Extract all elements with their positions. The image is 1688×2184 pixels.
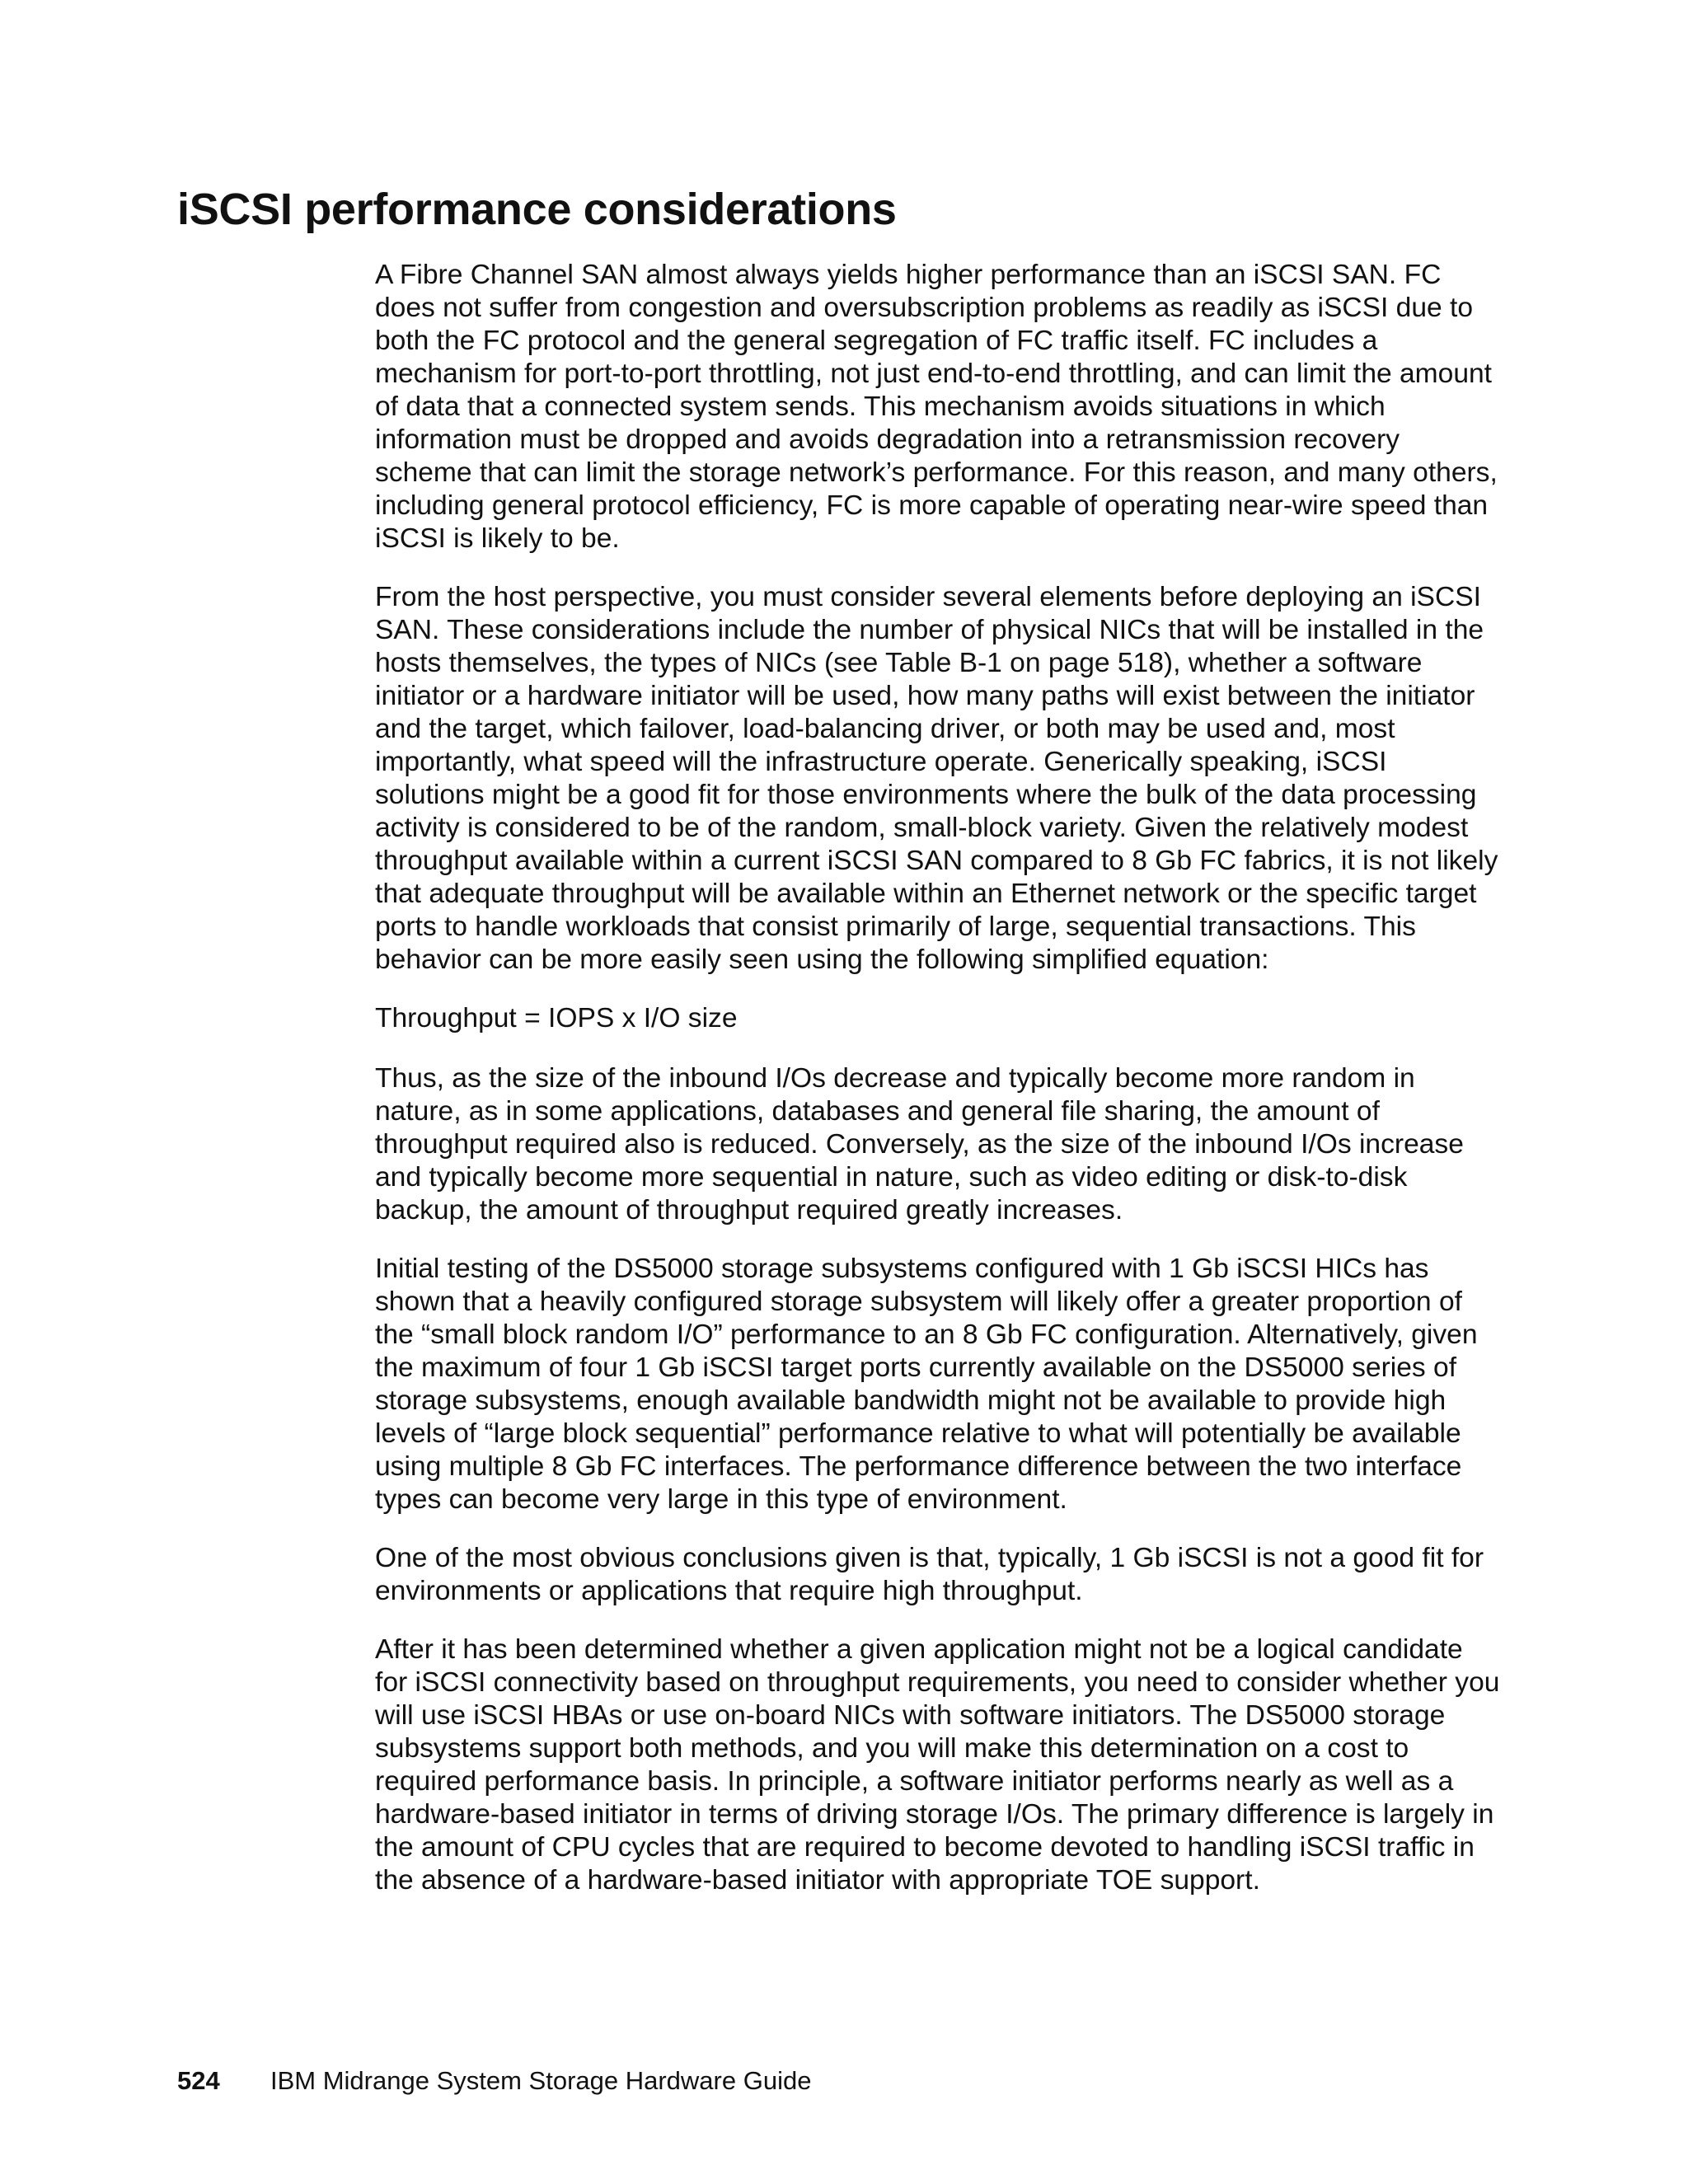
paragraph-fc-vs-iscsi: A Fibre Channel SAN almost always yields higher performance than an iSCSI SAN. FC does not suffer from congestion and oversubscription problems as readily as iSCSI due to both the FC protocol and the general segregation of FC traffic itself. FC includes a mechanism for port-to-port throttling, not just end-to-end throttling, and can limit the amount of data that a connected system sends. This mechanism avoids situations in which information must be dropped and avoids degradation into a retransmission recovery scheme that can limit the storage network’s performance. For this reason, and many others, including general protocol efficiency, FC is more capable of operating near-wire speed than iSCSI is likely to be. xyxy=(375,260,1498,554)
paragraph-hba-vs-nic: After it has been determined whether a given application might not be a logical candidate for iSCSI connectivity based on throughput requirements, you need to consider whether you will use iSCSI HBAs or use on-board NICs with software initiators. The DS5000 storage subsystems support both methods, and you will make this determination on a cost to required performance basis. In principle, a software initiator performs nearly as well as a hardware-based initiator in terms of driving storage I/Os. The primary difference is largely in the amount of CPU cycles that are required to become devoted to handling iSCSI traffic in the absence of a hardware-based initiator with appropriate TOE support. xyxy=(375,1634,1500,1896)
body-text xyxy=(375,259,1500,1923)
paragraph-host-perspective: From the host perspective, you must consider several elements before deploying an iSCSI SAN. These considerations include the number of physical NICs that will be installed in the hosts themselves, the types of NICs (see Table B-1 on page 518), whether a software initiator or a hardware initiator will be used, how many paths will exist between the initiator and the target, which failover, load-balancing driver, or both may be used and, most importantly, what speed will the infrastructure operate. Generically speaking, iSCSI solutions might be a good fit for those environments where the bulk of the data processing activity is considered to be of the random, small-block variety. Given the relatively modest throughput available within a current iSCSI SAN compared to 8 Gb FC fabrics, it is not likely that adequate throughput will be available within an Ethernet network or the specific target ports to handle workloads that consist primarily of large, sequential transactions. This behavior can be more easily seen using the following simplified equation: xyxy=(375,582,1498,975)
paragraph-initial-testing: Initial testing of the DS5000 storage subsystems configured with 1 Gb iSCSI HICs has shown that a heavily configured storage subsystem will likely offer a greater proportion of the “small block random I/O” performance to an 8 Gb FC configuration. Alternatively, given the maximum of four 1 Gb iSCSI target ports currently available on the DS5000 series of storage subsystems, enough available bandwidth might not be available to provide high levels of “large block sequential” performance relative to what will potentially be available using multiple 8 Gb FC interfaces. The performance difference between the two interface types can become very large in this type of environment. xyxy=(375,1254,1478,1515)
book-title: IBM Midrange System Storage Hardware Guide xyxy=(270,2066,812,2095)
section-heading: iSCSI performance considerations xyxy=(177,185,897,234)
throughput-equation: Throughput = IOPS x I/O size xyxy=(375,1003,738,1033)
paragraph-conclusion: One of the most obvious conclusions given is that, typically, 1 Gb iSCSI is not a good fit for environments or applications that require high throughput. xyxy=(375,1543,1484,1606)
page-number: 524 xyxy=(177,2066,220,2095)
paragraph-io-size: Thus, as the size of the inbound I/Os decrease and typically become more random in nature, as in some applications, databases and general file sharing, the amount of throughput required also is reduced. Conversely, as the size of the inbound I/Os increase and typically become more sequential in nature, such as video editing or disk-to-disk backup, the amount of throughput required greatly increases. xyxy=(375,1063,1464,1226)
page-footer xyxy=(177,2064,811,2097)
